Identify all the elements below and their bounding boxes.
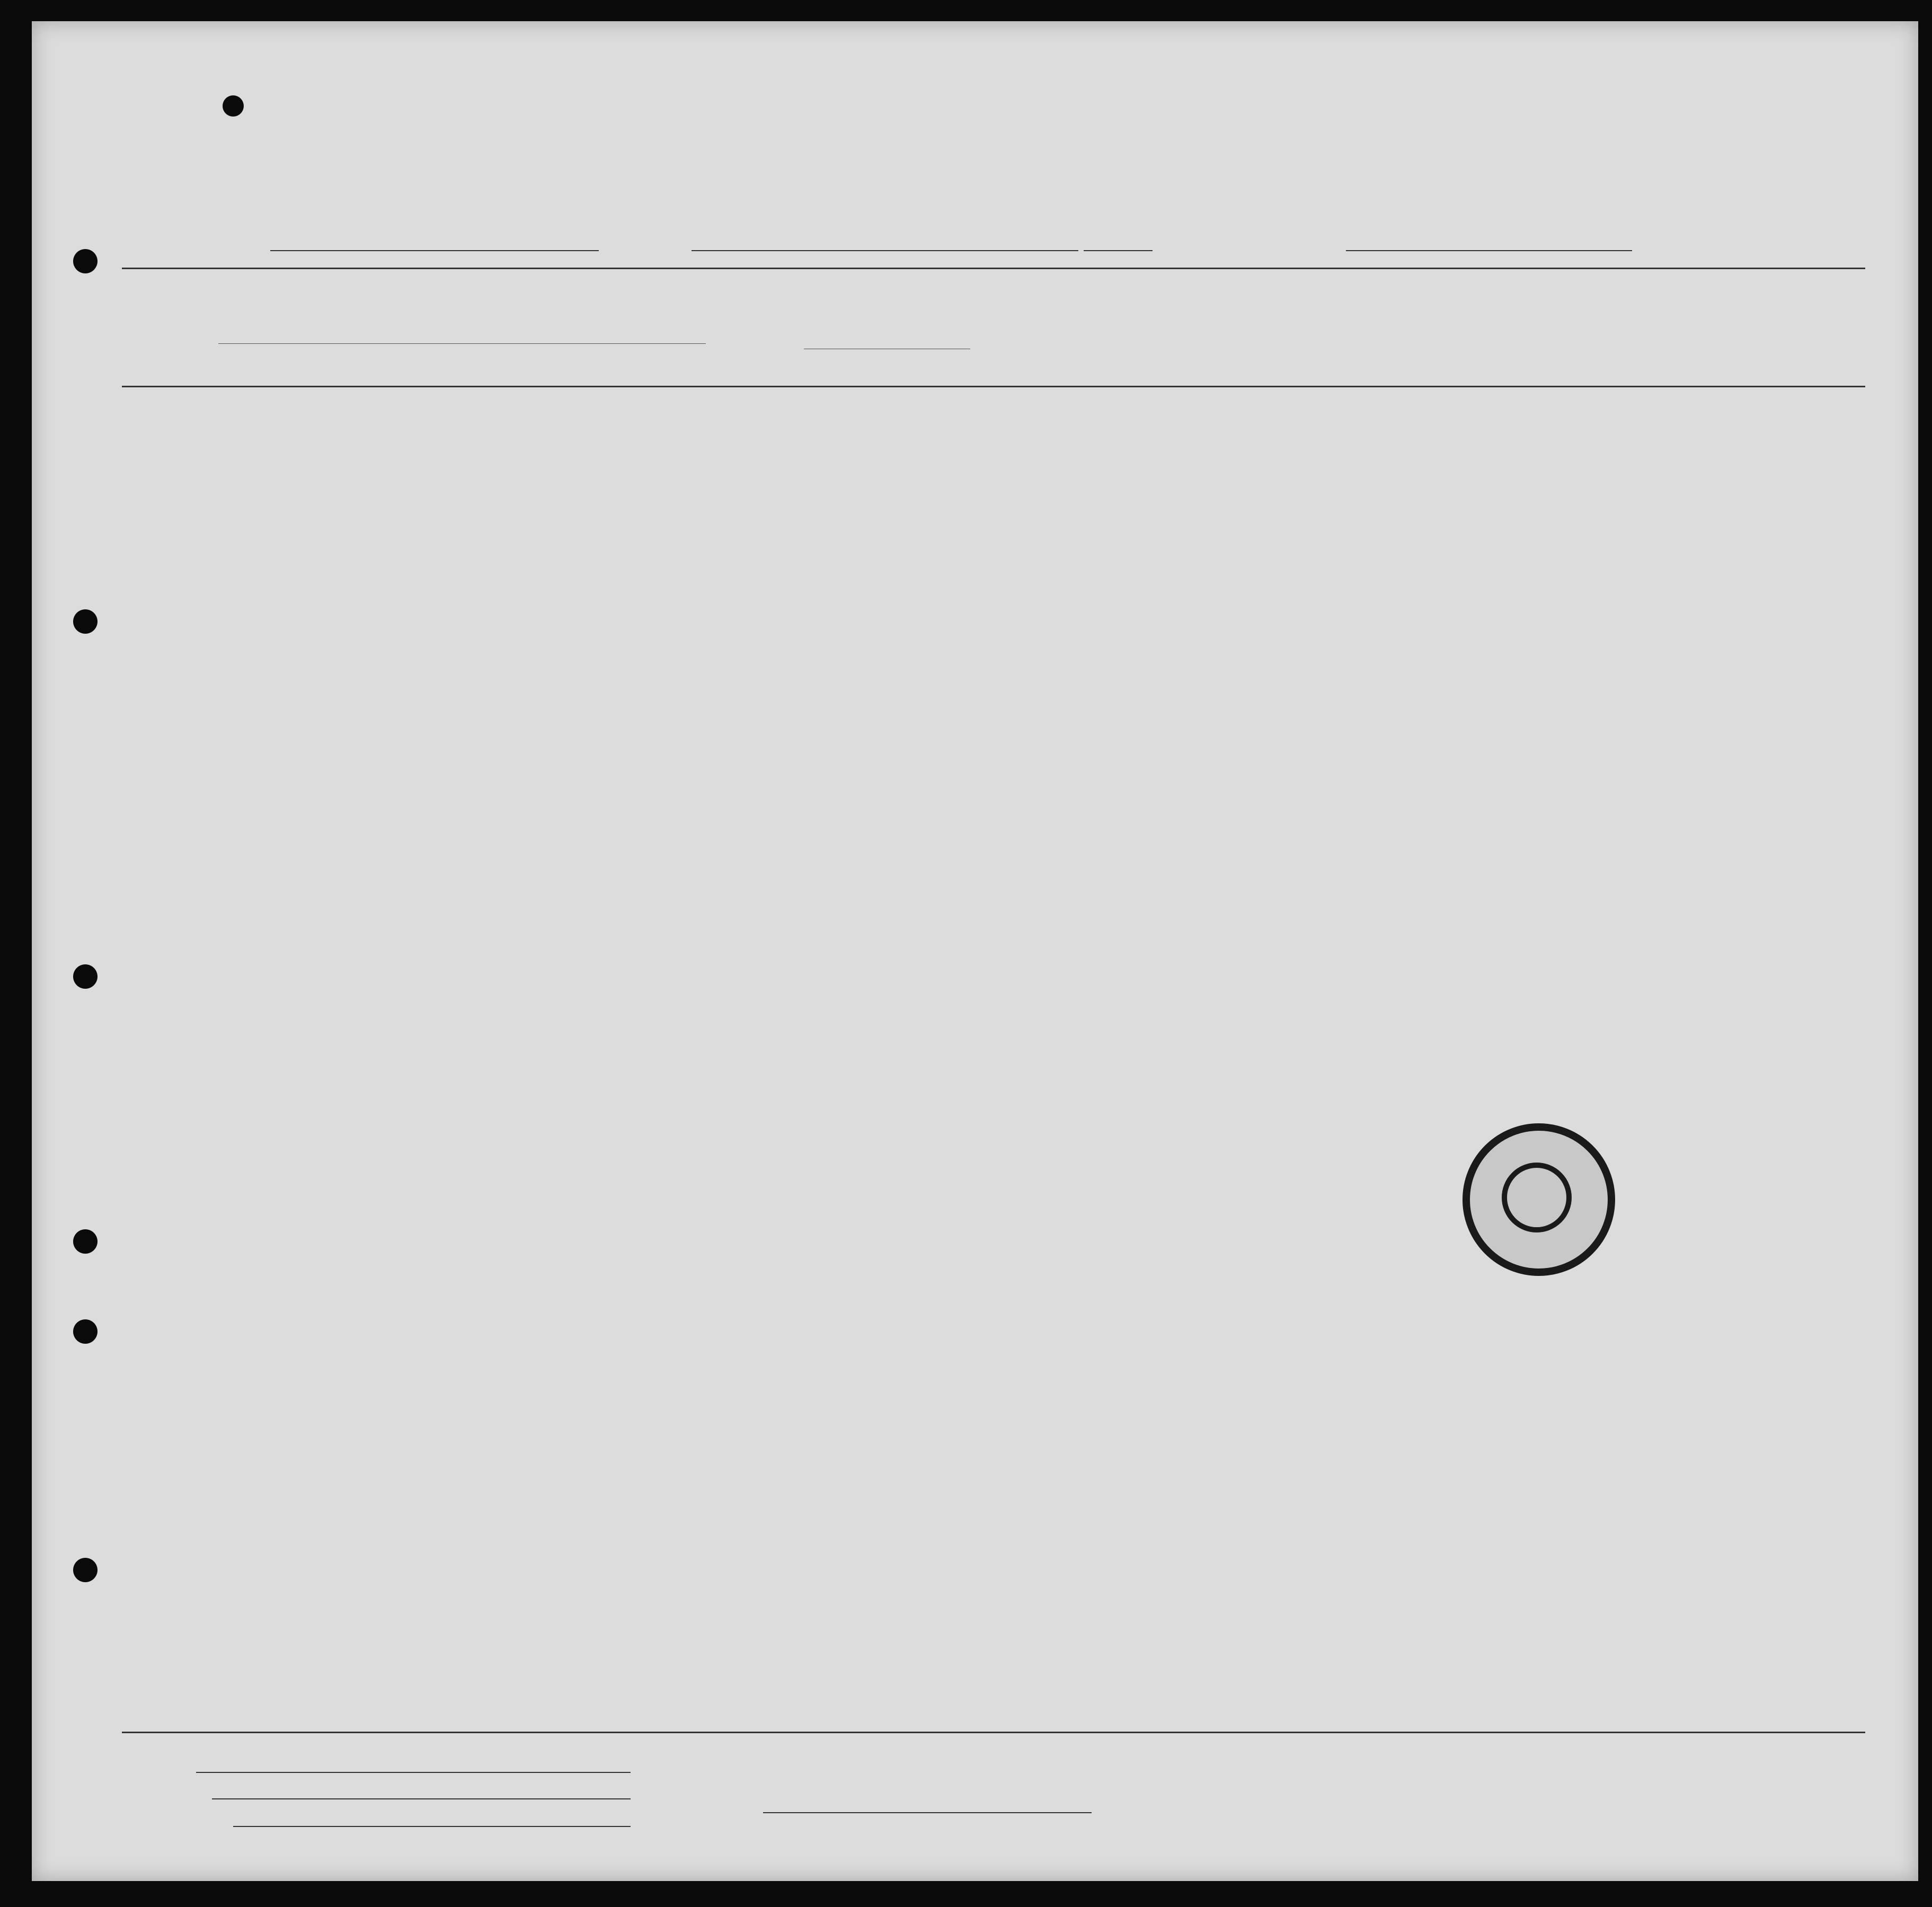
punch-hole — [223, 95, 244, 117]
punch-hole — [73, 1229, 98, 1254]
punch-hole — [73, 964, 98, 989]
side-date-stamp — [37, 403, 85, 933]
crew-table — [122, 268, 1865, 1733]
consulate-seal — [1463, 1123, 1615, 1276]
vessel-line — [212, 228, 1643, 254]
punch-hole — [73, 1558, 98, 1582]
manifest-footer — [148, 1749, 1871, 1855]
punch-hole — [73, 249, 98, 273]
punch-hole — [73, 1319, 98, 1344]
seal-emblem — [1502, 1163, 1572, 1232]
sheet-number — [1632, 98, 1643, 113]
